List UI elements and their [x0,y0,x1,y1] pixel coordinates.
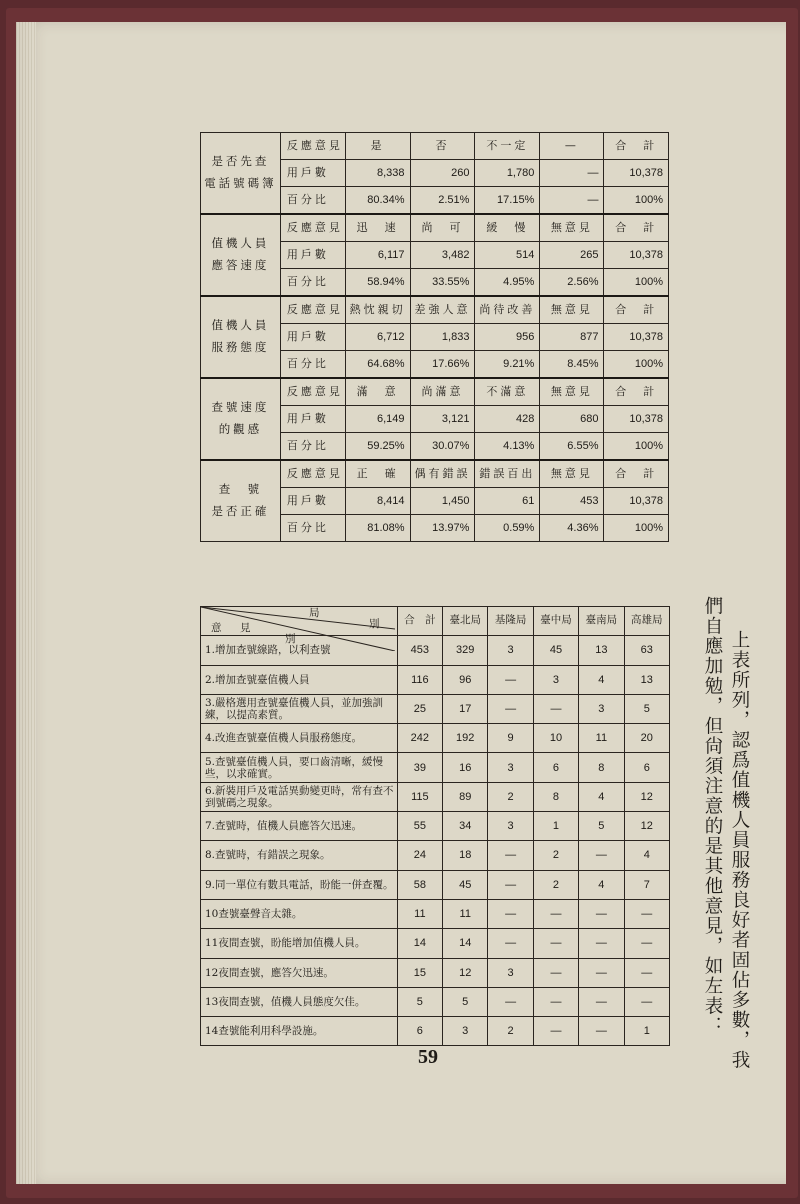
survey-cell: 877 [540,324,604,351]
survey-row-label: 反應意見 [280,296,345,324]
survey-cell: 熱忱親切 [345,296,410,324]
survey-cell: 2.56% [540,269,604,297]
body-text-line-2: 們自應加勉，但尙須注意的是其他意見，如左表： [702,596,723,1036]
opinion-item: 10查號臺聲音太雜。 [201,899,398,928]
opinion-count: — [624,929,669,958]
opinion-row [201,841,670,870]
survey-cell: 尚待改善 [475,296,540,324]
survey-cell: 9.21% [475,351,540,379]
opinion-count: 12 [443,958,488,987]
survey-row [201,460,669,488]
survey-cell: 260 [410,160,475,187]
opinion-table [200,606,670,1046]
opinion-row [201,753,670,782]
opinion-count: — [624,958,669,987]
survey-cell: 33.55% [410,269,475,297]
survey-cell: 無意見 [540,214,604,242]
header-keelung: 基隆局 [488,607,533,636]
survey-cell: 64.68% [345,351,410,379]
survey-row-label: 反應意見 [280,378,345,406]
opinion-count: — [488,899,533,928]
survey-cell: 59.25% [345,433,410,461]
header-taichung: 臺中局 [533,607,578,636]
survey-cell: 合 計 [604,133,669,160]
opinion-count: — [579,841,624,870]
survey-row [201,214,669,242]
opinion-item: 7.查號時，值機人員應答欠迅速。 [201,812,398,841]
survey-cell: 不滿意 [475,378,540,406]
survey-cell: 否 [410,133,475,160]
opinion-item: 8.查號時，有錯誤之現象。 [201,841,398,870]
opinion-count: 7 [624,870,669,899]
survey-group-title: 查 號 是否正確 [201,460,281,542]
opinion-count: 3 [488,753,533,782]
opinion-count: — [488,929,533,958]
survey-cell: 1,450 [410,488,475,515]
survey-cell: 17.66% [410,351,475,379]
opinion-count: 11 [579,724,624,753]
opinion-count: 5 [397,987,442,1016]
opinion-count: 5 [443,987,488,1016]
opinion-count: 2 [533,870,578,899]
opinion-count: — [488,987,533,1016]
page-number: 59 [418,1046,438,1068]
survey-cell: 差強人意 [410,296,475,324]
opinion-count: 10 [533,724,578,753]
page-gutter [16,22,36,1184]
survey-cell: 迅 速 [345,214,410,242]
survey-cell: 6,712 [345,324,410,351]
opinion-count: 58 [397,870,442,899]
opinion-count: 13 [624,665,669,694]
survey-row-label: 用戶數 [280,324,345,351]
survey-row-label: 反應意見 [280,214,345,242]
opinion-item: 4.改進查號臺值機人員服務態度。 [201,724,398,753]
opinion-row [201,665,670,694]
opinion-count: 25 [397,694,442,723]
opinion-count: 6 [533,753,578,782]
survey-cell: 6.55% [540,433,604,461]
opinion-count: 39 [397,753,442,782]
opinion-count: — [579,899,624,928]
opinion-header-row [201,607,670,636]
survey-cell: 偶有錯誤 [410,460,475,488]
survey-cell: 100% [604,187,669,215]
opinion-count: 11 [397,899,442,928]
opinion-count: 16 [443,753,488,782]
opinion-count: — [488,841,533,870]
survey-cell: 100% [604,433,669,461]
survey-cell: 尚滿意 [410,378,475,406]
opinion-row [201,724,670,753]
opinion-count: 3 [488,812,533,841]
survey-cell: 10,378 [604,406,669,433]
survey-row [201,378,669,406]
survey-cell: 514 [475,242,540,269]
opinion-count: 13 [579,636,624,665]
opinion-count: — [533,987,578,1016]
opinion-count: 45 [443,870,488,899]
survey-cell: 956 [475,324,540,351]
header-kaohsiung: 高雄局 [624,607,669,636]
survey-cell: 合 計 [604,378,669,406]
survey-cell: 1,833 [410,324,475,351]
survey-cell: 正 確 [345,460,410,488]
survey-cell: 緩 慢 [475,214,540,242]
opinion-count: 89 [443,782,488,811]
survey-cell: — [540,133,604,160]
opinion-count: 329 [443,636,488,665]
survey-cell: 無意見 [540,296,604,324]
opinion-count: 63 [624,636,669,665]
opinion-count: 2 [533,841,578,870]
body-text-line-1: 上表所列，認爲值機人員服務良好者固佔多數，我 [729,630,750,1070]
survey-cell: 13.97% [410,515,475,542]
opinion-count: 3 [533,665,578,694]
header-tainan: 臺南局 [579,607,624,636]
survey-cell: 3,121 [410,406,475,433]
survey-row-label: 反應意見 [280,133,345,160]
survey-cell: 100% [604,269,669,297]
survey-row-label: 用戶數 [280,488,345,515]
survey-row [201,133,669,160]
opinion-count: 8 [579,753,624,782]
survey-row-label: 百分比 [280,187,345,215]
opinion-count: 96 [443,665,488,694]
diag-label-ju: 局 [309,607,320,619]
opinion-row [201,1017,670,1046]
survey-cell: 6,149 [345,406,410,433]
survey-row-label: 用戶數 [280,406,345,433]
survey-cell: 17.15% [475,187,540,215]
survey-cell: 265 [540,242,604,269]
survey-cell: 不一定 [475,133,540,160]
survey-group-title: 查號速度 的觀感 [201,378,281,460]
diag-label-bie-top: 別 [369,618,380,630]
opinion-count: 2 [488,782,533,811]
opinion-count: 453 [397,636,442,665]
diag-label-bie-bottom: 別 [285,633,296,645]
opinion-count: 11 [443,899,488,928]
survey-cell: 100% [604,351,669,379]
opinion-count: — [488,870,533,899]
opinion-count: — [624,899,669,928]
survey-cell: 58.94% [345,269,410,297]
survey-cell: 合 計 [604,296,669,324]
survey-cell: 3,482 [410,242,475,269]
opinion-item: 5.查號臺值機人員，要口齒清晰，緩慢些，以求確實。 [201,753,398,782]
survey-cell: 8,414 [345,488,410,515]
survey-cell: 10,378 [604,488,669,515]
opinion-item: 2.增加查號臺值機人員 [201,665,398,694]
survey-cell: 尚 可 [410,214,475,242]
opinion-count: 8 [533,782,578,811]
survey-cell: 是 [345,133,410,160]
survey-cell: 10,378 [604,242,669,269]
opinion-row [201,899,670,928]
diag-label-yijian: 意 見 [211,622,255,634]
survey-row-label: 用戶數 [280,160,345,187]
survey-row [201,296,669,324]
opinion-count: 4 [579,782,624,811]
survey-cell: 80.34% [345,187,410,215]
opinion-count: 242 [397,724,442,753]
opinion-count: 4 [579,870,624,899]
survey-group-title: 值機人員 應答速度 [201,214,281,296]
opinion-item: 11夜間查號，盼能增加值機人員。 [201,929,398,958]
survey-cell: 無意見 [540,378,604,406]
survey-cell: 4.95% [475,269,540,297]
opinion-count: 4 [579,665,624,694]
opinion-row [201,812,670,841]
header-taipei: 臺北局 [443,607,488,636]
opinion-count: — [579,958,624,987]
survey-cell: 10,378 [604,324,669,351]
opinion-count: 45 [533,636,578,665]
opinion-count: 55 [397,812,442,841]
survey-group-title: 是否先查 電話號碼簿 [201,133,281,215]
survey-cell: 無意見 [540,460,604,488]
opinion-count: 6 [624,753,669,782]
survey-cell: 4.36% [540,515,604,542]
survey-cell: 合 計 [604,214,669,242]
survey-cell: 30.07% [410,433,475,461]
opinion-count: — [488,665,533,694]
survey-cell: 81.08% [345,515,410,542]
opinion-count: — [579,929,624,958]
opinion-item: 6.新裝用戶及電話異動變更時，常有查不到號碼之現象。 [201,782,398,811]
opinion-row [201,958,670,987]
survey-table [200,132,669,542]
survey-cell: 0.59% [475,515,540,542]
opinion-count: 115 [397,782,442,811]
opinion-count: 3 [579,694,624,723]
opinion-count: — [533,958,578,987]
opinion-row [201,694,670,723]
survey-cell: 61 [475,488,540,515]
survey-cell: 6,117 [345,242,410,269]
opinion-count: 20 [624,724,669,753]
opinion-count: 24 [397,841,442,870]
survey-cell: 680 [540,406,604,433]
opinion-count: 14 [397,929,442,958]
opinion-count: 2 [488,1017,533,1046]
survey-cell: — [540,187,604,215]
opinion-item: 13夜間查號，值機人員態度欠佳。 [201,987,398,1016]
opinion-count: — [533,694,578,723]
opinion-count: 3 [488,958,533,987]
survey-cell: 1,780 [475,160,540,187]
opinion-item: 9.同一單位有數具電話，盼能一併查覆。 [201,870,398,899]
opinion-row [201,782,670,811]
survey-cell: 453 [540,488,604,515]
opinion-count: 18 [443,841,488,870]
diagonal-header-cell [201,607,398,645]
survey-row-label: 用戶數 [280,242,345,269]
opinion-row [201,987,670,1016]
opinion-count: 5 [579,812,624,841]
opinion-count: 3 [443,1017,488,1046]
survey-cell: 8.45% [540,351,604,379]
opinion-item: 1.增加查號線路，以利查號 [201,636,398,665]
opinion-count: 3 [488,636,533,665]
opinion-count: — [488,694,533,723]
opinion-count: 116 [397,665,442,694]
survey-cell: 2.51% [410,187,475,215]
survey-group-title: 值機人員 服務態度 [201,296,281,378]
survey-cell: 滿 意 [345,378,410,406]
opinion-item: 12夜間查號，應答欠迅速。 [201,958,398,987]
survey-cell: 10,378 [604,160,669,187]
opinion-count: — [579,987,624,1016]
opinion-count: 192 [443,724,488,753]
opinion-count: 1 [533,812,578,841]
opinion-count: 6 [397,1017,442,1046]
opinion-count: 14 [443,929,488,958]
opinion-count: 5 [624,694,669,723]
survey-cell: 4.13% [475,433,540,461]
opinion-count: — [533,929,578,958]
survey-cell: 428 [475,406,540,433]
survey-row-label: 百分比 [280,269,345,297]
opinion-count: — [533,1017,578,1046]
survey-cell: — [540,160,604,187]
opinion-count: — [579,1017,624,1046]
opinion-count: 12 [624,782,669,811]
opinion-count: 4 [624,841,669,870]
opinion-item: 14查號能利用科學設施。 [201,1017,398,1046]
opinion-count: 17 [443,694,488,723]
opinion-count: 34 [443,812,488,841]
opinion-row [201,870,670,899]
header-total: 合 計 [397,607,442,636]
opinion-count: 1 [624,1017,669,1046]
survey-row-label: 百分比 [280,433,345,461]
opinion-item: 3.嚴格選用查號臺值機人員，並加強訓練，以提高素質。 [201,694,398,723]
opinion-row [201,929,670,958]
survey-cell: 100% [604,515,669,542]
survey-row-label: 百分比 [280,351,345,379]
opinion-count: 9 [488,724,533,753]
survey-row-label: 百分比 [280,515,345,542]
survey-cell: 錯誤百出 [475,460,540,488]
opinion-count: — [624,987,669,1016]
survey-row-label: 反應意見 [280,460,345,488]
survey-cell: 合 計 [604,460,669,488]
opinion-count: 12 [624,812,669,841]
opinion-count: 15 [397,958,442,987]
opinion-count: — [533,899,578,928]
survey-cell: 8,338 [345,160,410,187]
